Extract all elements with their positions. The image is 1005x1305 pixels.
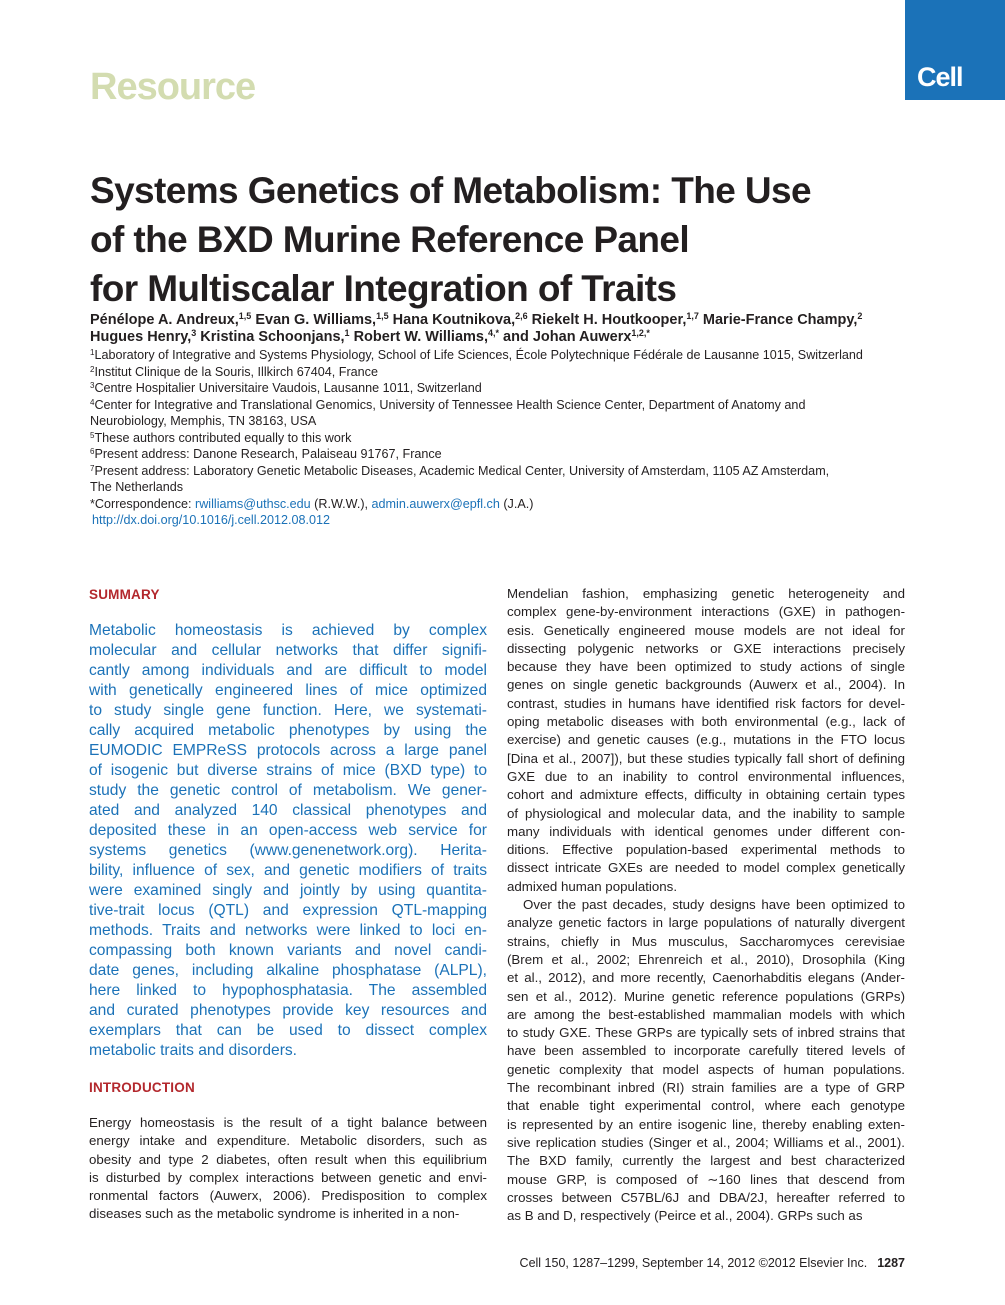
footer-citation: Cell 150, 1287–1299, September 14, 2012 ©2012 Elsevier Inc. bbox=[519, 1256, 868, 1270]
title-line: of the BXD Murine Reference Panel bbox=[90, 219, 690, 260]
title-line: for Multiscalar Integration of Traits bbox=[90, 268, 677, 309]
affiliation: $^3$Centre Hospitalier Universitaire Vaudois, Lausanne 1011, Switzerland bbox=[90, 381, 482, 395]
text-line: to study single gene function. Here, we systemati- bbox=[89, 702, 487, 719]
text-line: EUMODIC EMPReSS protocols across a large panel bbox=[89, 742, 487, 759]
text-line: GXE due to an inability to control environmental influences, bbox=[507, 768, 905, 784]
author-list bbox=[90, 312, 920, 346]
doi-row bbox=[90, 512, 920, 529]
text-line: were examined singly and jointly by using quantita- bbox=[89, 882, 487, 899]
affiliation: $^5$These authors contributed equally to this work bbox=[90, 430, 352, 445]
author-affil-sup: 1,2,* bbox=[631, 328, 650, 338]
text-line: molecular and cellular networks that differ signifi- bbox=[89, 642, 487, 659]
author-affil-sup: 1,5 bbox=[376, 311, 389, 321]
page-number: 1287 bbox=[877, 1256, 905, 1270]
text-line: is represented by an entire isogenic line, thereby enabling exten- bbox=[507, 1116, 905, 1132]
text-line: date genes, including alkaline phosphatase (ALPL), bbox=[89, 962, 487, 979]
text-line: crosses between C57BL/6J and DBA/2J, hereafter referred to bbox=[507, 1189, 905, 1205]
text-line: The BXD family, currently the largest and best characterized bbox=[507, 1153, 905, 1169]
doi-link[interactable]: http://dx.doi.org/10.1016/j.cell.2012.08.012 bbox=[92, 513, 331, 527]
text-line: obesity and type 2 diabetes, often result when this equilibrium bbox=[89, 1151, 487, 1167]
text-line: to study GXE. These GRPs are typically sets of inbred strains that bbox=[507, 1025, 905, 1041]
journal-name: Cell bbox=[917, 62, 963, 92]
author-name: Marie-France Champy, bbox=[698, 312, 858, 328]
text-line: bility, influence of sex, and genetic modifiers of traits bbox=[89, 862, 487, 879]
text-line: genetic complexity that model aspects of human populations. bbox=[507, 1061, 905, 1077]
text-line: with genetically engineered lines of mice optimized bbox=[89, 682, 487, 699]
text-line: Metabolic homeostasis is achieved by complex bbox=[89, 622, 487, 639]
text-line: dissect intricate GXEs are needed to model complex genetically bbox=[507, 860, 905, 876]
text-line: and curated phenotypes provide key resources and bbox=[89, 1002, 487, 1019]
text-line: because they have been optimized to study actions of single bbox=[507, 659, 905, 675]
text-line: Over the past decades, study designs have been optimized to bbox=[523, 897, 905, 913]
author-affil-sup: 2 bbox=[857, 311, 863, 321]
author-line bbox=[90, 312, 920, 329]
text-line: [Dina et al., 2007]), but these studies typically fall short of defining bbox=[507, 750, 905, 766]
author-name: Pénélope A. Andreux, bbox=[90, 312, 239, 328]
text-line: (Brem et al., 2002; Ehrenreich et al., 2010), Drosophila (King bbox=[507, 951, 905, 967]
text-line: sive replication studies (Singer et al., 2004; Williams et al., 2001). bbox=[507, 1134, 905, 1150]
text-line: cally acquired metabolic phenotypes by using the bbox=[89, 722, 487, 739]
affiliation: $^6$Present address: Danone Research, Palaiseau 91767, France bbox=[90, 447, 442, 461]
text-line: tive-trait locus (QTL) and expression QTL-mapping bbox=[89, 902, 487, 919]
affiliation: $^2$Institut Clinique de la Souris, Illkirch 67404, France bbox=[90, 364, 378, 379]
text-line: esis. Genetically engineered mouse models are not ideal for bbox=[507, 622, 905, 638]
author-name: Robert W. Williams, bbox=[349, 329, 488, 345]
author-name: Riekelt H. Houtkooper, bbox=[527, 312, 687, 328]
text-line: ronmental factors (Auwerx, 2006). Predisposition to complex bbox=[89, 1188, 487, 1204]
email-link[interactable]: admin.auwerx@epfl.ch bbox=[371, 496, 500, 511]
page-footer bbox=[470, 1256, 905, 1270]
author-affil-sup: 1,7 bbox=[686, 311, 699, 321]
author-name: Evan G. Williams, bbox=[251, 312, 377, 328]
author-name: Kristina Schoonjans, bbox=[196, 329, 345, 345]
text-line: contrast, studies in humans have identified risk factors for devel- bbox=[507, 695, 905, 711]
article-title bbox=[90, 166, 920, 313]
text-line: mouse GRP, is composed of ∼160 lines that descend from bbox=[507, 1171, 905, 1187]
author-line bbox=[90, 329, 920, 346]
affiliation: $^4$Center for Integrative and Translational Genomics, University of Tennessee Health Science Center, Department of Anatomy and bbox=[90, 397, 806, 412]
text-line: admixed human populations. bbox=[507, 878, 678, 894]
text-line: strains, chiefly in Mus musculus, Saccharomyces cerevisiae bbox=[507, 933, 905, 949]
text-line: energy intake and expenditure. Metabolic disorders, such as bbox=[89, 1133, 487, 1149]
correspondence: *Correspondence: rwilliams@uthsc.edu (R.W.W.), admin.auwerx@epfl.ch (J.A.) bbox=[90, 496, 534, 511]
text-line: exercise) and genetic causes (e.g., mutations in the FTO locus bbox=[507, 732, 905, 748]
text-line: have been assembled to incorporate carefully titered levels of bbox=[507, 1043, 905, 1059]
journal-tab bbox=[905, 0, 1005, 100]
text-line: metabolic traits and disorders. bbox=[89, 1042, 298, 1059]
introduction-heading: INTRODUCTION bbox=[89, 1080, 195, 1095]
affiliation: $^1$Laboratory of Integrative and Systems Physiology, School of Life Sciences, École Polytechnique Fédérale de Lausanne 1015, Switzerland bbox=[90, 348, 863, 362]
author-affil-sup: 2,6 bbox=[515, 311, 528, 321]
author-name: Hana Koutnikova, bbox=[388, 312, 516, 328]
intro-left-column bbox=[89, 1114, 487, 1224]
text-line: analyze genetic factors in large populations of naturally divergent bbox=[507, 915, 905, 931]
author-name: and Johan Auwerx bbox=[499, 329, 632, 345]
text-line: as B and D, respectively (Peirce et al., 2004). GRPs such as bbox=[507, 1208, 863, 1224]
email-link[interactable]: rwilliams@uthsc.edu bbox=[195, 496, 311, 511]
text-line: diseases such as the metabolic syndrome is inherited in a non- bbox=[89, 1206, 460, 1222]
text-line: compassing both known variants and novel candi- bbox=[89, 942, 487, 959]
affiliation: The Netherlands bbox=[90, 480, 184, 494]
text-line: et al., 2012), and more recently, Caenorhabditis elegans (Ander- bbox=[507, 970, 905, 986]
text-line: systems genetics (www.genenetwork.org). Herita- bbox=[89, 842, 487, 859]
text-line: is disturbed by complex interactions between genetic and envi- bbox=[89, 1169, 487, 1185]
affiliation: Neurobiology, Memphis, TN 38163, USA bbox=[90, 414, 317, 428]
text-line: study the genetic control of metabolism. We gener- bbox=[89, 782, 487, 799]
text-line: dissecting polygenic networks or GXE interactions precisely bbox=[507, 640, 905, 656]
text-line: oping metabolic diseases with both environmental (e.g., lack of bbox=[507, 714, 905, 730]
author-affil-sup: 1,5 bbox=[238, 311, 252, 321]
title-line: Systems Genetics of Metabolism: The Use bbox=[90, 170, 811, 211]
author-name: Hugues Henry, bbox=[90, 329, 192, 345]
text-line: complex gene-by-environment interactions (GXE) in pathogen- bbox=[507, 604, 905, 620]
author-affil-sup: 3 bbox=[191, 328, 197, 338]
text-line: cantly among individuals and are difficult to model bbox=[89, 662, 487, 679]
text-line: Mendelian fashion, emphasizing genetic heterogeneity and bbox=[507, 586, 905, 601]
text-line: sen et al., 2012). Murine genetic reference populations (GRPs) bbox=[507, 988, 905, 1004]
text-line: deposited these in an open-access web service for bbox=[89, 822, 487, 839]
summary-text bbox=[89, 621, 487, 1061]
author-affil-sup: 1 bbox=[344, 328, 350, 338]
text-line: exemplars that can be used to dissect complex bbox=[89, 1022, 487, 1039]
author-affil-sup: 4,* bbox=[488, 328, 500, 338]
text-line: Energy homeostasis is the result of a tight balance between bbox=[89, 1115, 487, 1130]
text-line: cohort and admixture effects, difficulty in obtaining certain types bbox=[507, 787, 905, 803]
text-line: many individuals with identical genomes under different con- bbox=[507, 823, 905, 839]
text-line: of isogenic but diverse strains of mice (BXD type) to bbox=[89, 762, 487, 779]
affiliation: $^7$Present address: Laboratory Genetic Metabolic Diseases, Academic Medical Center, University of Amsterdam, 1105 AZ Amsterdam, bbox=[90, 463, 830, 478]
text-line: are among the best-established mammalian models with which bbox=[507, 1006, 905, 1022]
text-line: ditions. Effective population-based experimental methods to bbox=[507, 842, 905, 858]
text-line: genes on single genetic backgrounds (Auwerx et al., 2004). In bbox=[507, 677, 905, 693]
text-line: of physiological and molecular data, and the inability to sample bbox=[507, 805, 905, 821]
text-line: that enable tight experimental control, where each genotype bbox=[507, 1098, 905, 1114]
text-line: The recombinant inbred (RI) strain families are a type of GRP bbox=[507, 1080, 905, 1096]
intro-right-column bbox=[507, 585, 905, 1225]
text-line: methods. Traits and networks were linked to loci en- bbox=[89, 922, 487, 939]
summary-heading: SUMMARY bbox=[89, 587, 160, 602]
text-line: here linked to hypophosphatasia. The assembled bbox=[89, 982, 487, 999]
affiliations bbox=[90, 347, 920, 529]
section-label: Resource bbox=[90, 66, 256, 108]
text-line: ated and analyzed 140 classical phenotypes and bbox=[89, 802, 487, 819]
